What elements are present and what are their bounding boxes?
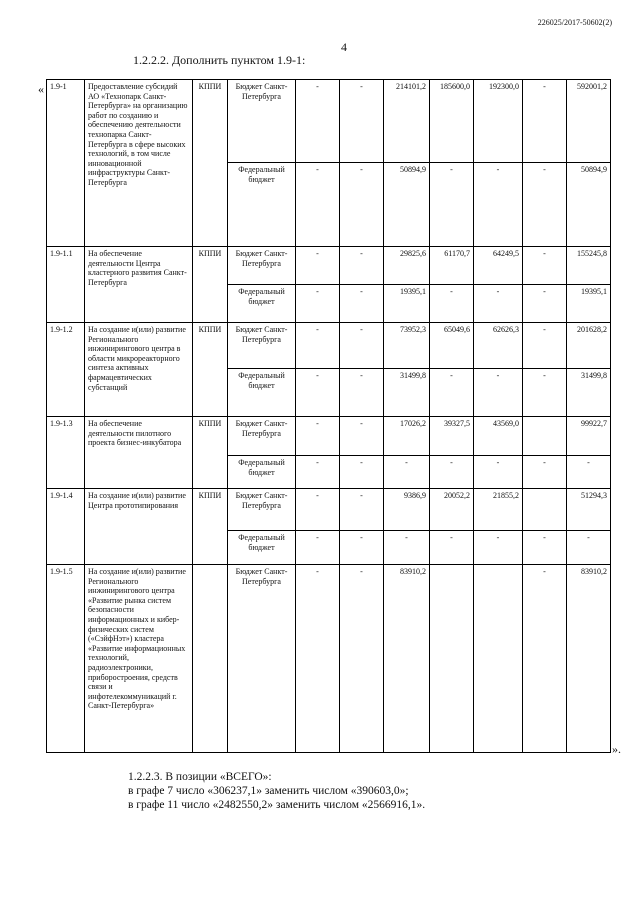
amendment-heading: 1.2.2.3. В позиции «ВСЕГО»: <box>128 771 272 783</box>
value-cell: - <box>296 323 340 369</box>
amendment-line: в графе 11 число «2482550,2» заменить числом «2566916,1». <box>128 799 426 811</box>
section-heading: 1.2.2.2. Дополнить пунктом 1.9-1: <box>133 53 306 67</box>
value-cell: - <box>523 456 567 489</box>
funding-source: Федеральный бюджет <box>228 369 296 417</box>
funding-source: Федеральный бюджет <box>228 285 296 323</box>
value-cell <box>523 417 567 456</box>
funding-source: Бюджет Санкт-Петербурга <box>228 565 296 753</box>
value-cell: 73952,3 <box>384 323 430 369</box>
funding-source: Бюджет Санкт-Петербурга <box>228 489 296 531</box>
value-cell: - <box>474 285 523 323</box>
funding-source: Федеральный бюджет <box>228 163 296 247</box>
value-cell: 65049,6 <box>430 323 474 369</box>
value-cell: 192300,0 <box>474 80 523 163</box>
row-executor: КППИ <box>193 489 228 565</box>
value-cell: - <box>340 489 384 531</box>
value-cell: - <box>340 531 384 565</box>
funding-source: Бюджет Санкт-Петербурга <box>228 80 296 163</box>
table-row <box>47 565 611 753</box>
value-cell: 62626,3 <box>474 323 523 369</box>
value-cell: - <box>523 285 567 323</box>
value-cell: - <box>296 565 340 753</box>
value-cell: - <box>523 80 567 163</box>
value-cell: - <box>384 456 430 489</box>
value-cell: 31499,8 <box>567 369 611 417</box>
row-description: Предоставление субсидий АО «Технопарк Санкт-Петербурга» на организацию работ по созданию и обеспечению деятельности технопарка Санкт-Петербурга в сфере высоких технологий, в том числе инновационной инфраструктуры Санкт-Петербурга <box>85 80 193 247</box>
value-cell: 155245,8 <box>567 247 611 285</box>
value-cell: - <box>340 456 384 489</box>
value-cell: 31499,8 <box>384 369 430 417</box>
value-cell: 201628,2 <box>567 323 611 369</box>
value-cell: - <box>340 565 384 753</box>
table-row <box>47 80 611 163</box>
value-cell: - <box>296 417 340 456</box>
row-description: На создание и(или) развитие Регионального инжинирингового центра «Развитие рынка систем безопасности информационных и кибер-физических систем («СэйфНэт») кластера «Развитие информационных технологий, радиоэлектроники, приборостроения, средств связи и инфотелекоммуникаций г. Санкт-Петербурга» <box>85 565 193 753</box>
value-cell: - <box>296 369 340 417</box>
table-row <box>47 247 611 285</box>
funding-source: Федеральный бюджет <box>228 531 296 565</box>
value-cell: 51294,3 <box>567 489 611 531</box>
row-code: 1.9-1.5 <box>47 565 85 753</box>
value-cell: - <box>430 531 474 565</box>
value-cell: - <box>296 531 340 565</box>
amendment-line: в графе 7 число «306237,1» заменить числом «390603,0»; <box>128 785 409 797</box>
value-cell: - <box>430 369 474 417</box>
row-description: На создание и(или) развитие Регионального инжинирингового центра в области микрореакторного синтеза активных фармацевтических субстанций <box>85 323 193 417</box>
row-executor: КППИ <box>193 80 228 247</box>
value-cell: 50894,9 <box>567 163 611 247</box>
value-cell: 99922,7 <box>567 417 611 456</box>
value-cell: - <box>296 247 340 285</box>
value-cell: - <box>430 163 474 247</box>
value-cell: - <box>340 247 384 285</box>
value-cell <box>430 565 474 753</box>
row-code: 1.9-1.1 <box>47 247 85 323</box>
value-cell: - <box>523 369 567 417</box>
value-cell: - <box>523 163 567 247</box>
quote-open: « <box>38 82 44 96</box>
value-cell: 21855,2 <box>474 489 523 531</box>
table-row <box>47 417 611 456</box>
table-row <box>47 323 611 369</box>
value-cell: - <box>296 163 340 247</box>
value-cell: 185600,0 <box>430 80 474 163</box>
value-cell: 9386,9 <box>384 489 430 531</box>
funding-source: Бюджет Санкт-Петербурга <box>228 417 296 456</box>
value-cell: 83910,2 <box>384 565 430 753</box>
amendment-text <box>128 770 425 812</box>
row-description: На создание и(или) развитие Центра прототипирования <box>85 489 193 565</box>
value-cell: 39327,5 <box>430 417 474 456</box>
quote-close: ». <box>612 742 621 756</box>
value-cell: - <box>474 163 523 247</box>
value-cell: - <box>384 531 430 565</box>
value-cell: - <box>296 80 340 163</box>
value-cell: 214101,2 <box>384 80 430 163</box>
value-cell: 17026,2 <box>384 417 430 456</box>
value-cell: - <box>474 531 523 565</box>
value-cell: 64249,5 <box>474 247 523 285</box>
document-id: 226025/2017-50602(2) <box>537 18 612 27</box>
value-cell: 20052,2 <box>430 489 474 531</box>
value-cell: - <box>296 456 340 489</box>
value-cell <box>474 565 523 753</box>
program-table <box>46 79 611 753</box>
value-cell: 43569,0 <box>474 417 523 456</box>
row-executor <box>193 565 228 753</box>
value-cell: - <box>340 369 384 417</box>
value-cell: - <box>567 531 611 565</box>
row-executor: КППИ <box>193 247 228 323</box>
value-cell <box>523 489 567 531</box>
row-description: На обеспечение деятельности пилотного проекта бизнес-инкубатора <box>85 417 193 489</box>
value-cell: - <box>430 456 474 489</box>
value-cell: - <box>340 163 384 247</box>
value-cell: - <box>296 489 340 531</box>
value-cell: 50894,9 <box>384 163 430 247</box>
row-code: 1.9-1 <box>47 80 85 247</box>
value-cell: - <box>430 285 474 323</box>
row-code: 1.9-1.4 <box>47 489 85 565</box>
value-cell: - <box>340 80 384 163</box>
row-code: 1.9-1.3 <box>47 417 85 489</box>
value-cell: 83910,2 <box>567 565 611 753</box>
funding-source: Бюджет Санкт-Петербурга <box>228 247 296 285</box>
value-cell: - <box>523 247 567 285</box>
value-cell: - <box>523 565 567 753</box>
value-cell: - <box>474 456 523 489</box>
funding-source: Федеральный бюджет <box>228 456 296 489</box>
row-code: 1.9-1.2 <box>47 323 85 417</box>
value-cell: 29825,6 <box>384 247 430 285</box>
row-executor: КППИ <box>193 417 228 489</box>
value-cell: - <box>340 417 384 456</box>
row-executor: КППИ <box>193 323 228 417</box>
value-cell: 19395,1 <box>567 285 611 323</box>
table-row <box>47 489 611 531</box>
page-number: 4 <box>341 40 347 54</box>
value-cell: - <box>340 323 384 369</box>
value-cell: 61170,7 <box>430 247 474 285</box>
value-cell: - <box>567 456 611 489</box>
funding-source: Бюджет Санкт-Петербурга <box>228 323 296 369</box>
value-cell: - <box>340 285 384 323</box>
value-cell: - <box>474 369 523 417</box>
value-cell: - <box>523 323 567 369</box>
value-cell: 592001,2 <box>567 80 611 163</box>
value-cell: - <box>296 285 340 323</box>
value-cell: - <box>523 531 567 565</box>
value-cell: 19395,1 <box>384 285 430 323</box>
row-description: На обеспечение деятельности Центра кластерного развития Санкт-Петербурга <box>85 247 193 323</box>
